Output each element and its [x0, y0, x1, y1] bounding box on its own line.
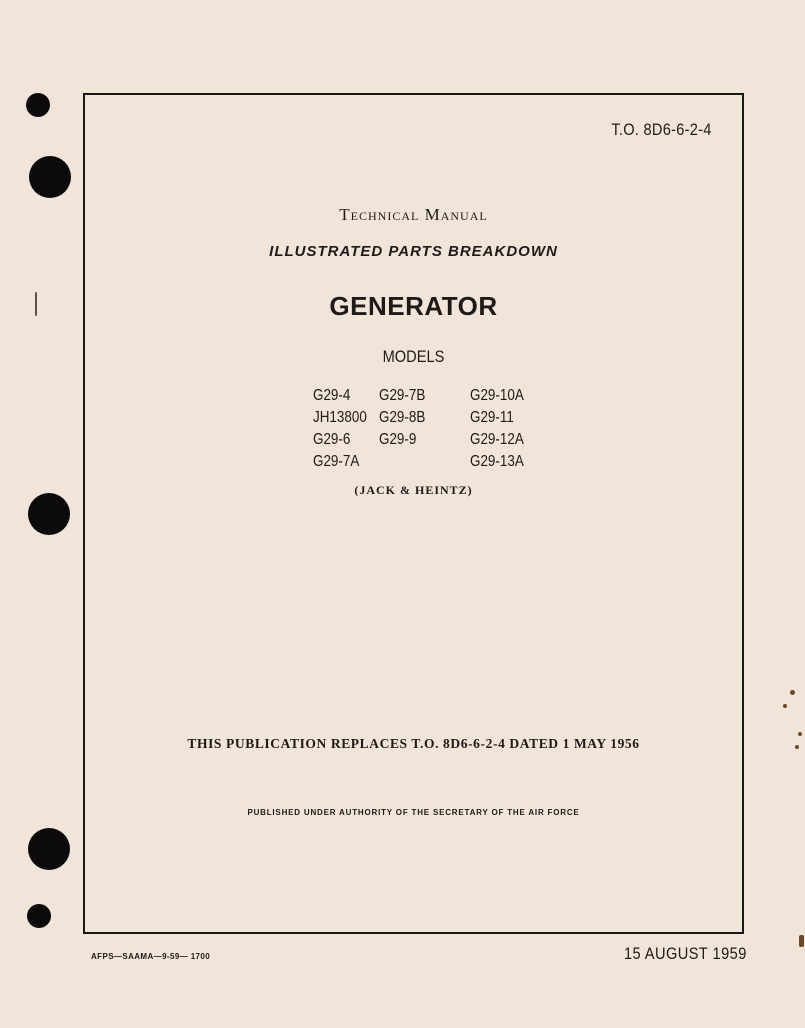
manual-title: Technical Manual — [339, 205, 488, 224]
punch-hole — [28, 493, 70, 535]
page-mark — [799, 935, 804, 947]
manufacturer: (JACK & HEINTZ) — [354, 483, 473, 497]
model-item: G29-4 — [313, 387, 351, 404]
model-item: G29-9 — [379, 431, 417, 448]
model-item: JH13800 — [313, 409, 367, 426]
model-item: G29-7B — [379, 387, 426, 404]
model-item: G29-12A — [470, 431, 524, 448]
punch-hole — [26, 93, 50, 117]
model-item: G29-10A — [470, 387, 524, 404]
to-number: T.O. 8D6-6-2-4 — [611, 120, 712, 139]
page-mark — [35, 292, 37, 316]
model-item: G29-13A — [470, 453, 524, 470]
model-item: G29-8B — [379, 409, 426, 426]
page-mark — [795, 745, 799, 749]
punch-hole — [29, 156, 71, 198]
manual-subtitle: ILLUSTRATED PARTS BREAKDOWN — [269, 243, 558, 260]
page-mark — [798, 732, 802, 736]
page-mark — [783, 704, 787, 708]
models-column-2 — [379, 385, 425, 451]
page-mark — [790, 690, 795, 695]
replaces-notice: THIS PUBLICATION REPLACES T.O. 8D6-6-2-4 DATED 1 MAY 1956 — [187, 736, 640, 751]
document-heading: GENERATOR — [329, 291, 498, 321]
print-code: AFPS—SAAMA—9-59— 1700 — [91, 952, 211, 961]
punch-hole — [28, 828, 70, 870]
model-item: G29-7A — [313, 453, 360, 470]
model-item: G29-11 — [470, 409, 514, 426]
authority-statement: PUBLISHED UNDER AUTHORITY OF THE SECRETARY OF THE AIR FORCE — [247, 808, 580, 817]
models-column-1 — [313, 385, 367, 473]
models-column-3 — [470, 385, 524, 473]
page-frame — [83, 93, 744, 934]
models-label: MODELS — [382, 347, 445, 366]
publication-date: 15 AUGUST 1959 — [624, 944, 747, 963]
punch-hole — [27, 904, 51, 928]
model-item: G29-6 — [313, 431, 351, 448]
